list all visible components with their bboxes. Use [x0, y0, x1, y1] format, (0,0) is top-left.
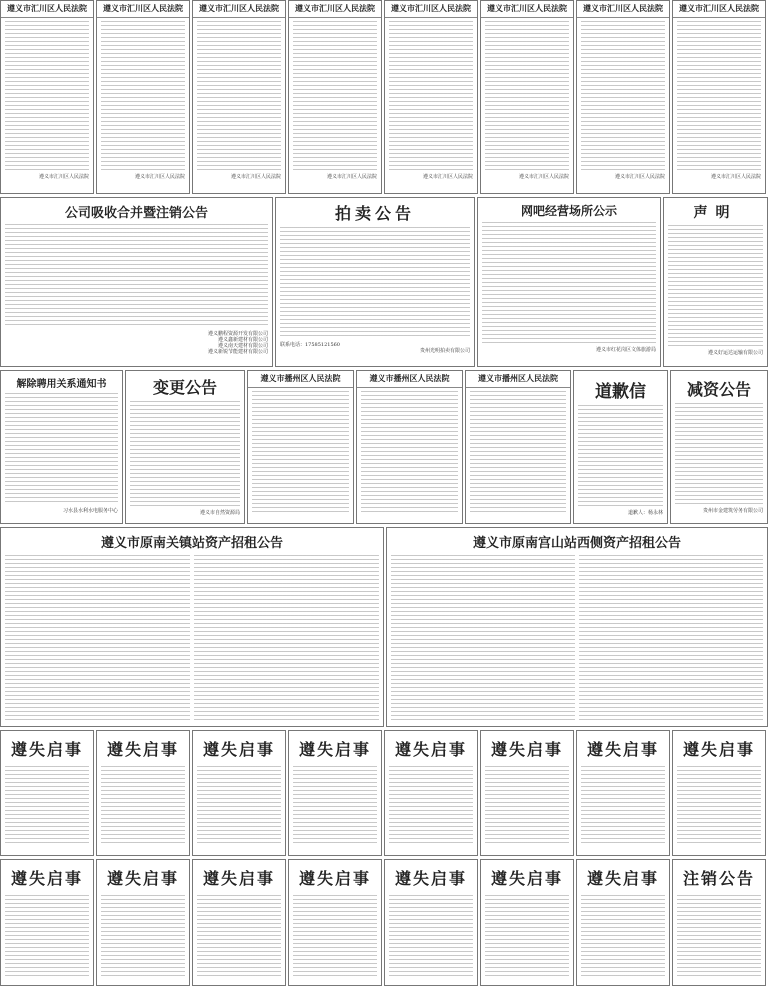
merge-notice-signer: 遵义新锐节能建材有限公司	[207, 349, 268, 355]
lost-notice	[480, 730, 574, 856]
court-name: 遵义市播州区人民法院	[357, 371, 462, 388]
notice-body	[293, 766, 377, 846]
tender-south-panel	[386, 527, 768, 727]
lost-notice	[576, 859, 670, 986]
court-notice	[465, 370, 571, 524]
netbar-title: 网吧经营场所公示	[520, 204, 617, 218]
court-notice-body	[252, 391, 349, 513]
tender-south-title: 遵义市原南宫山站西侧资产招租公告	[472, 536, 681, 551]
court-notice-footer: 遵义市汇川区人民法院	[38, 174, 89, 180]
lost-notice	[192, 859, 286, 986]
apology-footer: 道歉人：杨永林	[627, 510, 663, 516]
lost-notice	[576, 730, 670, 856]
apology-title: 道歉信	[595, 382, 646, 402]
court-notice	[96, 0, 190, 194]
notice-body	[197, 766, 281, 846]
court-name: 遵义市汇川区人民法院	[97, 1, 189, 18]
lost-notice-title: 遵失启事	[106, 740, 179, 759]
lost-notice-title: 遵失启事	[202, 869, 275, 888]
court-name: 遵义市汇川区人民法院	[1, 1, 93, 18]
merge-notice-signer: 遵义鹏程资源开发有限公司	[207, 331, 268, 337]
tender-north-col	[194, 555, 379, 723]
tender-north-title: 遵义市原南关镇站资产招租公告	[100, 536, 283, 551]
lost-notice	[384, 730, 478, 856]
notice-body	[5, 766, 89, 846]
capital-reduction-panel	[670, 370, 768, 524]
auction-company: 贵州光明拍卖有限公司	[419, 348, 470, 354]
merge-notice-signer: 遵义鑫新建材有限公司	[217, 337, 268, 343]
lost-notice-title: 遵失启事	[298, 740, 371, 759]
tender-south-col	[391, 555, 575, 723]
court-notice	[288, 0, 382, 194]
dismissal-footer: 习水县水利水电服务中心	[62, 508, 118, 514]
statement-panel	[663, 197, 768, 367]
court-name: 遵义市汇川区人民法院	[577, 1, 669, 18]
merge-notice-body	[5, 224, 268, 328]
court-notice	[480, 0, 574, 194]
lost-notice	[672, 730, 766, 856]
court-notice-footer: 遵义市汇川区人民法院	[518, 174, 569, 180]
change-body	[130, 401, 240, 507]
netbar-footer: 遵义市红花岗区文体旅游局	[595, 347, 656, 353]
lost-notice-title: 遵失启事	[10, 869, 83, 888]
statement-title: 声明	[693, 205, 738, 221]
notice-body	[389, 895, 473, 976]
lost-notice	[0, 730, 94, 856]
court-name: 遵义市播州区人民法院	[466, 371, 570, 388]
capital-reduction-body	[675, 403, 763, 505]
lost-notice	[192, 730, 286, 856]
court-notice-footer: 遵义市汇川区人民法院	[710, 174, 761, 180]
tender-north-col	[5, 555, 190, 723]
auction-title: 拍卖公告	[334, 204, 415, 223]
notice-body	[677, 766, 761, 846]
apology-body	[578, 405, 663, 507]
lost-notice-title: 遵失启事	[394, 740, 467, 759]
court-notice	[384, 0, 478, 194]
auction-body	[280, 227, 470, 339]
court-notice-footer: 遵义市汇川区人民法院	[422, 174, 473, 180]
court-notice	[356, 370, 463, 524]
cancel-notice	[672, 859, 766, 986]
dismissal-panel	[0, 370, 123, 524]
notice-body	[197, 895, 281, 976]
court-notice-footer: 遵义市汇川区人民法院	[230, 174, 281, 180]
court-notice-body	[293, 21, 377, 171]
lost-notice	[480, 859, 574, 986]
notice-body	[101, 766, 185, 846]
lost-notice	[288, 730, 382, 856]
notice-body	[485, 895, 569, 976]
change-footer: 遵义市自然资源局	[199, 510, 240, 516]
merge-notice-title: 公司吸收合并暨注销公告	[64, 206, 208, 221]
court-notice-body	[677, 21, 761, 171]
merge-notice-signer: 遵义南天建材有限公司	[217, 343, 268, 349]
notice-body	[101, 895, 185, 976]
court-notice-body	[389, 21, 473, 171]
lost-notice	[96, 730, 190, 856]
court-notice-footer: 遵义市汇川区人民法院	[326, 174, 377, 180]
statement-body	[668, 225, 763, 347]
court-notice-body	[361, 391, 458, 513]
court-notice-body	[5, 21, 89, 171]
auction-panel	[275, 197, 475, 367]
notice-body	[485, 766, 569, 846]
netbar-body	[482, 222, 656, 344]
lost-notice-title: 遵失启事	[202, 740, 275, 759]
court-notice-body	[581, 21, 665, 171]
statement-footer: 遵义好运达运输有限公司	[707, 350, 763, 356]
lost-notice	[288, 859, 382, 986]
court-notice-body	[197, 21, 281, 171]
lost-notice	[0, 859, 94, 986]
court-notice	[247, 370, 354, 524]
court-notice-footer: 遵义市汇川区人民法院	[614, 174, 665, 180]
dismissal-body	[5, 393, 118, 505]
court-notice-body	[485, 21, 569, 171]
court-name: 遵义市汇川区人民法院	[673, 1, 765, 18]
merge-notice-panel	[0, 197, 273, 367]
change-title: 变更公告	[152, 378, 217, 397]
court-notice-body	[470, 391, 566, 513]
auction-phone: 联系电话：17585121560	[280, 342, 340, 348]
capital-reduction-title: 减资公告	[686, 380, 751, 399]
court-name: 遵义市播州区人民法院	[248, 371, 353, 388]
lost-notice	[384, 859, 478, 986]
court-notice	[0, 0, 94, 194]
apology-panel	[573, 370, 668, 524]
tender-north-panel	[0, 527, 384, 727]
cancel-notice-title: 注销公告	[682, 869, 755, 888]
lost-notice-title: 遵失启事	[586, 869, 659, 888]
netbar-panel	[477, 197, 661, 367]
lost-notice-title: 遵失启事	[586, 740, 659, 759]
notice-body	[389, 766, 473, 846]
tender-south-col	[579, 555, 763, 723]
lost-notice-title: 遵失启事	[394, 869, 467, 888]
court-notice-footer: 遵义市汇川区人民法院	[134, 174, 185, 180]
lost-notice-title: 遵失启事	[490, 740, 563, 759]
court-notice-body	[101, 21, 185, 171]
lost-notice-title: 遵失启事	[106, 869, 179, 888]
lost-notice-title: 遵失启事	[10, 740, 83, 759]
court-name: 遵义市汇川区人民法院	[193, 1, 285, 18]
notice-body	[5, 895, 89, 976]
lost-notice	[96, 859, 190, 986]
dismissal-title: 解除聘用关系通知书	[16, 379, 107, 390]
notice-body	[293, 895, 377, 976]
court-notice	[672, 0, 766, 194]
court-name: 遵义市汇川区人民法院	[385, 1, 477, 18]
lost-notice-title: 遵失启事	[490, 869, 563, 888]
notice-body	[677, 895, 761, 976]
capital-reduction-footer: 贵州市金建筑劳务有限公司	[702, 508, 763, 514]
court-name: 遵义市汇川区人民法院	[289, 1, 381, 18]
court-notice	[192, 0, 286, 194]
lost-notice-title: 遵失启事	[298, 869, 371, 888]
court-notice	[576, 0, 670, 194]
lost-notice-title: 遵失启事	[682, 740, 755, 759]
court-name: 遵义市汇川区人民法院	[481, 1, 573, 18]
notice-body	[581, 766, 665, 846]
notice-body	[581, 895, 665, 976]
change-panel	[125, 370, 245, 524]
